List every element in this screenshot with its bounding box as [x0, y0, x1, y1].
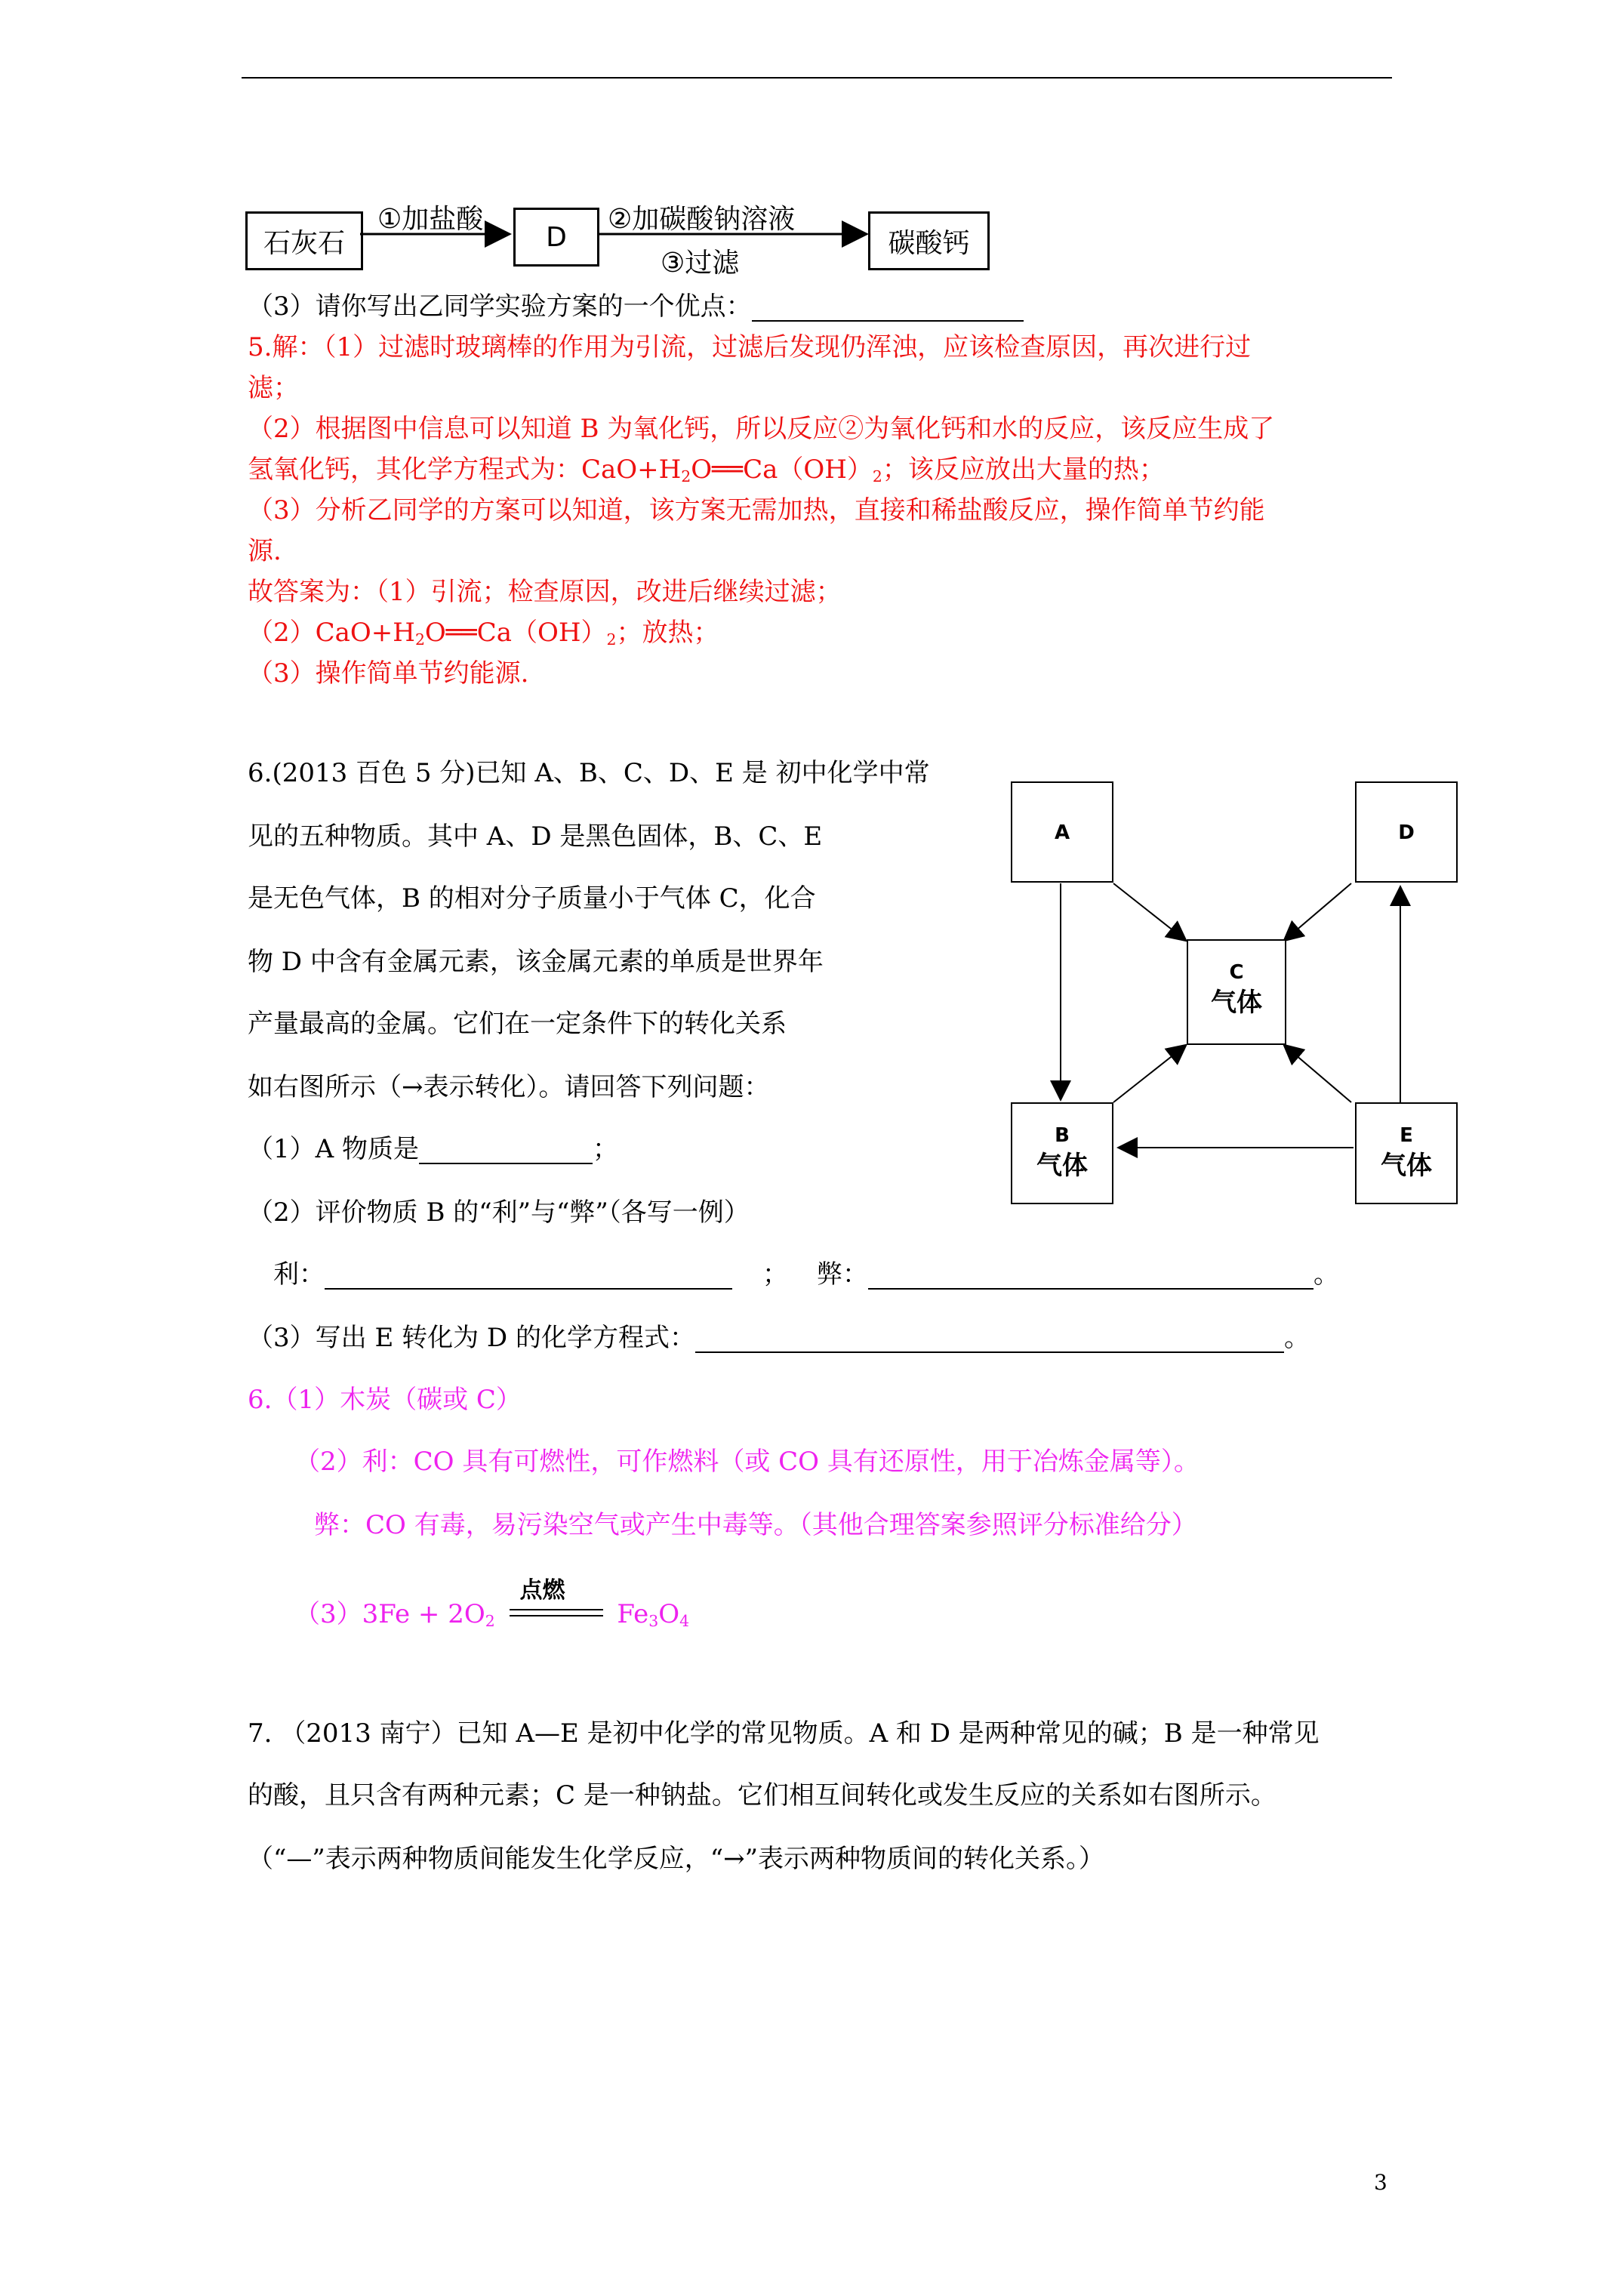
- q6-q3-text: （3）写出 E 转化为 D 的化学方程式：: [248, 1323, 695, 1353]
- q5-solution-line6: 源.: [248, 536, 282, 566]
- q5-sol4-c: ；该反应放出大量的热；: [882, 455, 1165, 485]
- q5-ans2-sub2: 2: [606, 630, 617, 649]
- page-number: 3: [1374, 2170, 1387, 2195]
- node-c-label: C: [1229, 961, 1244, 984]
- flow-box-limestone-label: 石灰石: [263, 227, 345, 259]
- q6-ans4-condition-arrow: [504, 1577, 609, 1636]
- q5-ans2-a: （2）CaO+H: [248, 618, 415, 648]
- flow-box-calcium-carbonate-label: 碳酸钙: [888, 227, 970, 259]
- q5-solution-line1: 5.解：（1）过滤时玻璃棒的作用为引流，过滤后发现仍浑浊，应该检查原因，再次进行过: [248, 332, 1252, 362]
- node-b: [1011, 1102, 1113, 1204]
- q5-ans2-b: O══Ca（OH）: [424, 618, 607, 648]
- q5-solution-line3: （2）根据图中信息可以知道 B 为氧化钙，所以反应②为氧化钙和水的反应，该反应生成了: [248, 414, 1275, 444]
- q5-sol4-a: 氢氧化钙，其化学方程式为：CaO+H: [248, 455, 682, 485]
- q5-solution-line2: 滤；: [248, 373, 299, 403]
- arrow-b-to-c: [1113, 1046, 1185, 1102]
- q5-answer-line3: （3）操作简单节约能源.: [248, 658, 529, 689]
- q6-question3: [248, 1323, 1310, 1353]
- q6-ans4-b: Fe: [617, 1599, 649, 1629]
- q6-line2: 见的五种物质。其中 A、D 是黑色固体，B、C、E: [248, 821, 823, 852]
- node-a: [1011, 781, 1113, 883]
- q5-prompt3-text: （3）请你写出乙同学实验方案的一个优点：: [248, 291, 752, 322]
- q6-ans4-sub2: 3: [648, 1612, 659, 1631]
- q6-answer1: 6.（1）木炭（碳或 C）: [248, 1385, 522, 1415]
- q6-question2: （2）评价物质 B 的“利”与“弊”（各写一例）: [248, 1197, 750, 1228]
- q6-ans4-a: （3）3Fe + 2O: [294, 1599, 485, 1629]
- q6-line5: 产量最高的金属。它们在一定条件下的转化关系: [248, 1009, 787, 1039]
- node-e-label: E: [1400, 1124, 1413, 1147]
- q6-line3: 是无色气体，B 的相对分子质量小于气体 C，化合: [248, 883, 816, 914]
- q5-ans2-sub1: 2: [414, 630, 425, 649]
- q5-sol4-sub1: 2: [681, 467, 691, 486]
- node-a-label: A: [1054, 821, 1070, 844]
- q7-line3: （“—”表示两种物质间能发生化学反应，“→”表示两种物质间的转化关系。）: [248, 1844, 1105, 1874]
- q6-ans4-sub1: 2: [485, 1612, 495, 1631]
- node-e: [1355, 1102, 1458, 1204]
- q6-line6: 如右图所示（→表示转化）。请回答下列问题：: [248, 1072, 770, 1102]
- flow-step2-label: ②加碳酸钠溶液: [608, 204, 796, 235]
- q6-q1-end: ；: [593, 1134, 618, 1164]
- flow-step1-label: ①加盐酸: [377, 204, 484, 235]
- flow-step3-label: ③过滤: [661, 248, 740, 279]
- arrow-e-to-c: [1285, 1046, 1351, 1102]
- q6-ans4-c: O: [658, 1599, 680, 1629]
- q6-answer3: 弊：CO 有毒，易污染空气或产生中毒等。（其他合理答案参照评分标准给分）: [314, 1510, 1197, 1540]
- q7-line2: 的酸，且只含有两种元素；C 是一种钠盐。它们相互间转化或发生反应的关系如右图所示。: [248, 1780, 1277, 1811]
- q6-q3-end: 。: [1283, 1323, 1310, 1353]
- q6-line1: 6.(2013 百色 5 分)已知 A、B、C、D、E 是 初中化学中常: [248, 758, 930, 788]
- flow-box-d-label: D: [546, 221, 567, 253]
- arrow-d-to-c: [1285, 883, 1351, 940]
- q6-q2-end: 。: [1313, 1259, 1339, 1290]
- q7-line1: 7. （2013 南宁）已知 A—E 是初中化学的常见物质。A 和 D 是两种常见的碱；B 是一种常见: [248, 1718, 1320, 1749]
- q6-ans4-sub3: 4: [679, 1612, 690, 1631]
- q6-q2-sep: ；: [762, 1259, 788, 1290]
- node-b-state: 气体: [1036, 1151, 1088, 1181]
- q6-ans4-condition: 点燃: [519, 1577, 565, 1604]
- arrow-a-to-c: [1113, 883, 1185, 940]
- q6-q3-blank: [695, 1326, 1284, 1353]
- q6-q1-text: （1）A 物质是: [248, 1134, 419, 1164]
- q5-answer-line1: 故答案为：（1）引流；检查原因，改进后继续过滤；: [248, 577, 842, 607]
- q5-sol4-sub2: 2: [872, 467, 882, 486]
- q6-answer4: [294, 1577, 690, 1636]
- q6-answer2: （2）利：CO 具有可燃性，可作燃料（或 CO 具有还原性，用于冶炼金属等）。: [294, 1447, 1200, 1477]
- node-c: [1187, 939, 1286, 1045]
- node-b-label: B: [1055, 1124, 1070, 1147]
- node-d: [1355, 781, 1458, 883]
- node-e-state: 气体: [1381, 1151, 1432, 1181]
- q5-ans2-c: ；放热；: [616, 618, 719, 648]
- q5-solution-line5: （3）分析乙同学的方案可以知道，该方案无需加热，直接和稀盐酸反应，操作简单节约能: [248, 495, 1265, 525]
- q6-q2-li-label: 利：: [273, 1259, 325, 1290]
- node-c-state: 气体: [1211, 988, 1262, 1018]
- q6-q2-bi-label: 弊：: [817, 1259, 868, 1290]
- q5-sol4-b: O══Ca（OH）: [691, 455, 873, 485]
- q6-line4: 物 D 中含有金属元素，该金属元素的单质是世界年: [248, 947, 824, 977]
- node-d-label: D: [1398, 821, 1415, 844]
